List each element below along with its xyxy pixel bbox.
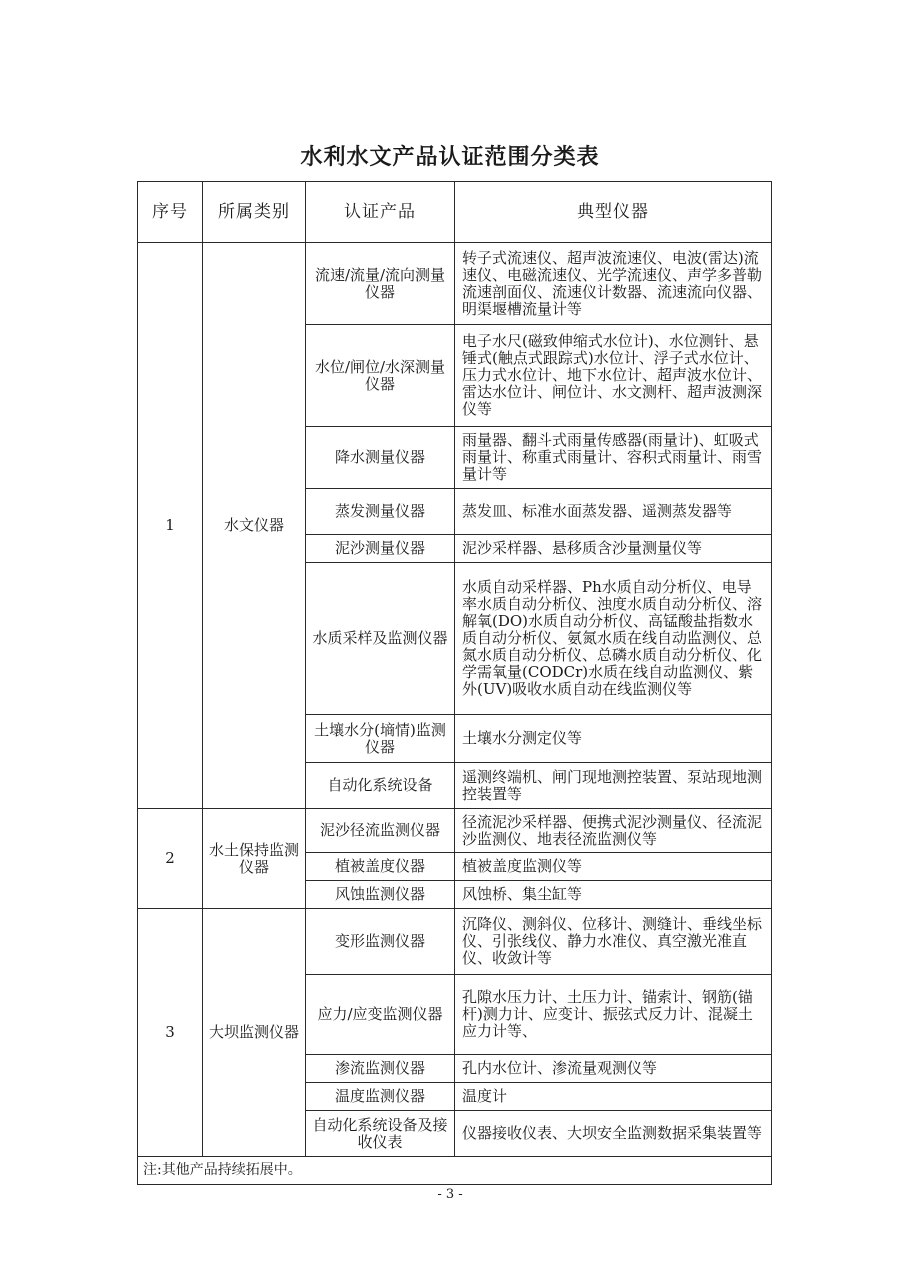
cell-instruments: 径流泥沙采样器、便携式泥沙测量仪、径流泥沙监测仪、地表径流监测仪等: [455, 809, 772, 853]
cell-product: 流速/流量/流向测量仪器: [306, 243, 455, 325]
cell-product: 蒸发测量仪器: [306, 489, 455, 535]
table-title: 水利水文产品认证范围分类表: [300, 145, 600, 170]
cell-instruments: 沉降仪、测斜仪、位移计、测缝计、垂线坐标仪、引张线仪、静力水准仪、真空激光准直仪、收敛计等: [455, 909, 772, 975]
cell-instruments: 孔隙水压力计、土压力计、锚索计、钢筋(锚杆)测力计、应变计、振弦式反力计、混凝土应力计等、: [455, 975, 772, 1055]
cell-instruments: 电子水尺(磁致伸缩式水位计)、水位测针、悬锤式(触点式跟踪式)水位计、浮子式水位计、压力式水位计、地下水位计、超声波水位计、雷达水位计、闸位计、水文测杆、超声波测深仪等: [455, 325, 772, 427]
cell-product: 水位/闸位/水深测量仪器: [306, 325, 455, 427]
cell-seq: 3: [138, 909, 203, 1157]
cell-product: 植被盖度仪器: [306, 853, 455, 881]
cell-seq: 1: [138, 243, 203, 809]
cell-product: 土壤水分(墒情)监测仪器: [306, 715, 455, 763]
table-body: [138, 243, 772, 1157]
cell-instruments: 水质自动采样器、Ph水质自动分析仪、电导率水质自动分析仪、浊度水质自动分析仪、溶解氧(DO)水质自动分析仪、高锰酸盐指数水质自动分析仪、氨氮水质在线自动监测仪、总氮水质自动分析仪、总磷水质自动分析仪、化学需氧量(CODCr)水质在线自动监测仪、紫外(UV)吸收水质自动在线监测仪等: [455, 563, 772, 715]
cell-instruments: 孔内水位计、渗流量观测仪等: [455, 1055, 772, 1083]
table-row: [138, 809, 772, 853]
cell-product: 泥沙测量仪器: [306, 535, 455, 563]
cell-instruments: 泥沙采样器、悬移质含沙量测量仪等: [455, 535, 772, 563]
table-row: [138, 243, 772, 325]
cell-product: 应力/应变监测仪器: [306, 975, 455, 1055]
header-instruments: 典型仪器: [455, 182, 772, 243]
cell-instruments: 转子式流速仪、超声波流速仪、电波(雷达)流速仪、电磁流速仪、光学流速仪、声学多普勒流速剖面仪、流速仪计数器、流速流向仪器、明渠堰槽流量计等: [455, 243, 772, 325]
cell-product: 自动化系统设备: [306, 763, 455, 809]
cell-category: 大坝监测仪器: [203, 909, 306, 1157]
cell-instruments: 土壤水分测定仪等: [455, 715, 772, 763]
cell-product: 变形监测仪器: [306, 909, 455, 975]
classification-table: [137, 181, 772, 1185]
note-row: [138, 1157, 772, 1185]
cell-category: 水文仪器: [203, 243, 306, 809]
cell-category: 水土保持监测仪器: [203, 809, 306, 909]
cell-product: 降水测量仪器: [306, 427, 455, 489]
cell-instruments: 温度计: [455, 1083, 772, 1111]
cell-instruments: 仪器接收仪表、大坝安全监测数据采集装置等: [455, 1111, 772, 1157]
table-row: [138, 909, 772, 975]
header-product: 认证产品: [306, 182, 455, 243]
cell-instruments: 蒸发皿、标准水面蒸发器、遥测蒸发器等: [455, 489, 772, 535]
table-note: 注:其他产品持续拓展中。: [138, 1157, 772, 1185]
cell-product: 自动化系统设备及接收仪表: [306, 1111, 455, 1157]
cell-instruments: 植被盖度监测仪等: [455, 853, 772, 881]
cell-product: 渗流监测仪器: [306, 1055, 455, 1083]
header-row: [138, 182, 772, 243]
header-seq: 序号: [138, 182, 203, 243]
page-number: - 3 -: [437, 1187, 463, 1202]
cell-instruments: 雨量器、翻斗式雨量传感器(雨量计)、虹吸式雨量计、称重式雨量计、容积式雨量计、雨雪量计等: [455, 427, 772, 489]
cell-product: 泥沙径流监测仪器: [306, 809, 455, 853]
cell-instruments: 风蚀桥、集尘缸等: [455, 881, 772, 909]
cell-product: 温度监测仪器: [306, 1083, 455, 1111]
cell-instruments: 遥测终端机、闸门现地测控装置、泵站现地测控装置等: [455, 763, 772, 809]
header-category: 所属类别: [203, 182, 306, 243]
cell-product: 水质采样及监测仪器: [306, 563, 455, 715]
cell-product: 风蚀监测仪器: [306, 881, 455, 909]
cell-seq: 2: [138, 809, 203, 909]
